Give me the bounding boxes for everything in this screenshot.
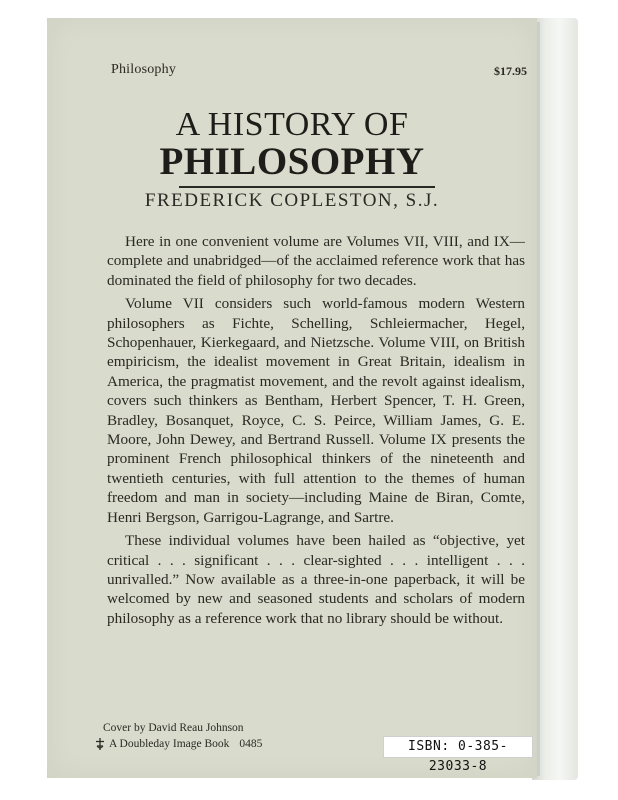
price-label: $17.95 xyxy=(494,64,527,78)
blurb xyxy=(107,232,525,632)
cover-credit: Cover by David Reau Johnson xyxy=(103,722,244,734)
publisher-line xyxy=(95,738,262,750)
blurb-paragraph: Volume VII considers such world-famous modern Western philosophers as Fichte, Schelling, Schleiermacher, Hegel, Schopenhauer, Kierkegaard, and Nietzsche. Volume VIII, on British empiricism, the idealist movement in Great Britain, idealism in America, the pragmatist movement, and the revolt against idealism, covers such thinkers as Bentham, Herbert Spencer, T. H. Green, Bradley, Bosanquet, Royce, C. S. Peirce, William James, G. E. Moore, John Dewey, and Bertrand Russell. Volume IX presents the prominent French philosophical thinkers of the nineteenth and twentieth centuries, with full attention to the themes of human freedom and man in society—including Maine de Biran, Comte, Henri Bergson, Garrigou-Lagrange, and Sartre. xyxy=(107,295,525,526)
back-cover xyxy=(47,18,537,778)
isbn-sticker: ISBN: 0-385-23033-8 xyxy=(383,736,533,758)
catalog-number: 0485 xyxy=(239,738,263,750)
publisher-name: A Doubleday Image Book xyxy=(109,738,230,750)
title-rule xyxy=(179,186,435,188)
author-name: FREDERICK COPLESTON, S.J. xyxy=(144,190,440,211)
blurb-paragraph: These individual volumes have been hailed as “objective, yet critical . . . significant . . . clear-sighted . . . intelligent . . . unrivalled.” Now available as a three-in-one paperback, it will be welcomed by new and seasoned students and scholars of modern philosophy as a reference work that no library should be without. xyxy=(107,532,525,627)
title-line-1: A HISTORY OF xyxy=(175,106,409,143)
title-line-2: PHILOSOPHY xyxy=(159,140,425,183)
blurb-paragraph: Here in one convenient volume are Volumes VII, VIII, and IX—complete and unabridged—of the acclaimed reference work that has dominated the field of philosophy for two decades. xyxy=(107,233,525,289)
cross-logo-icon xyxy=(95,738,105,750)
category-label: Philosophy xyxy=(111,62,177,77)
